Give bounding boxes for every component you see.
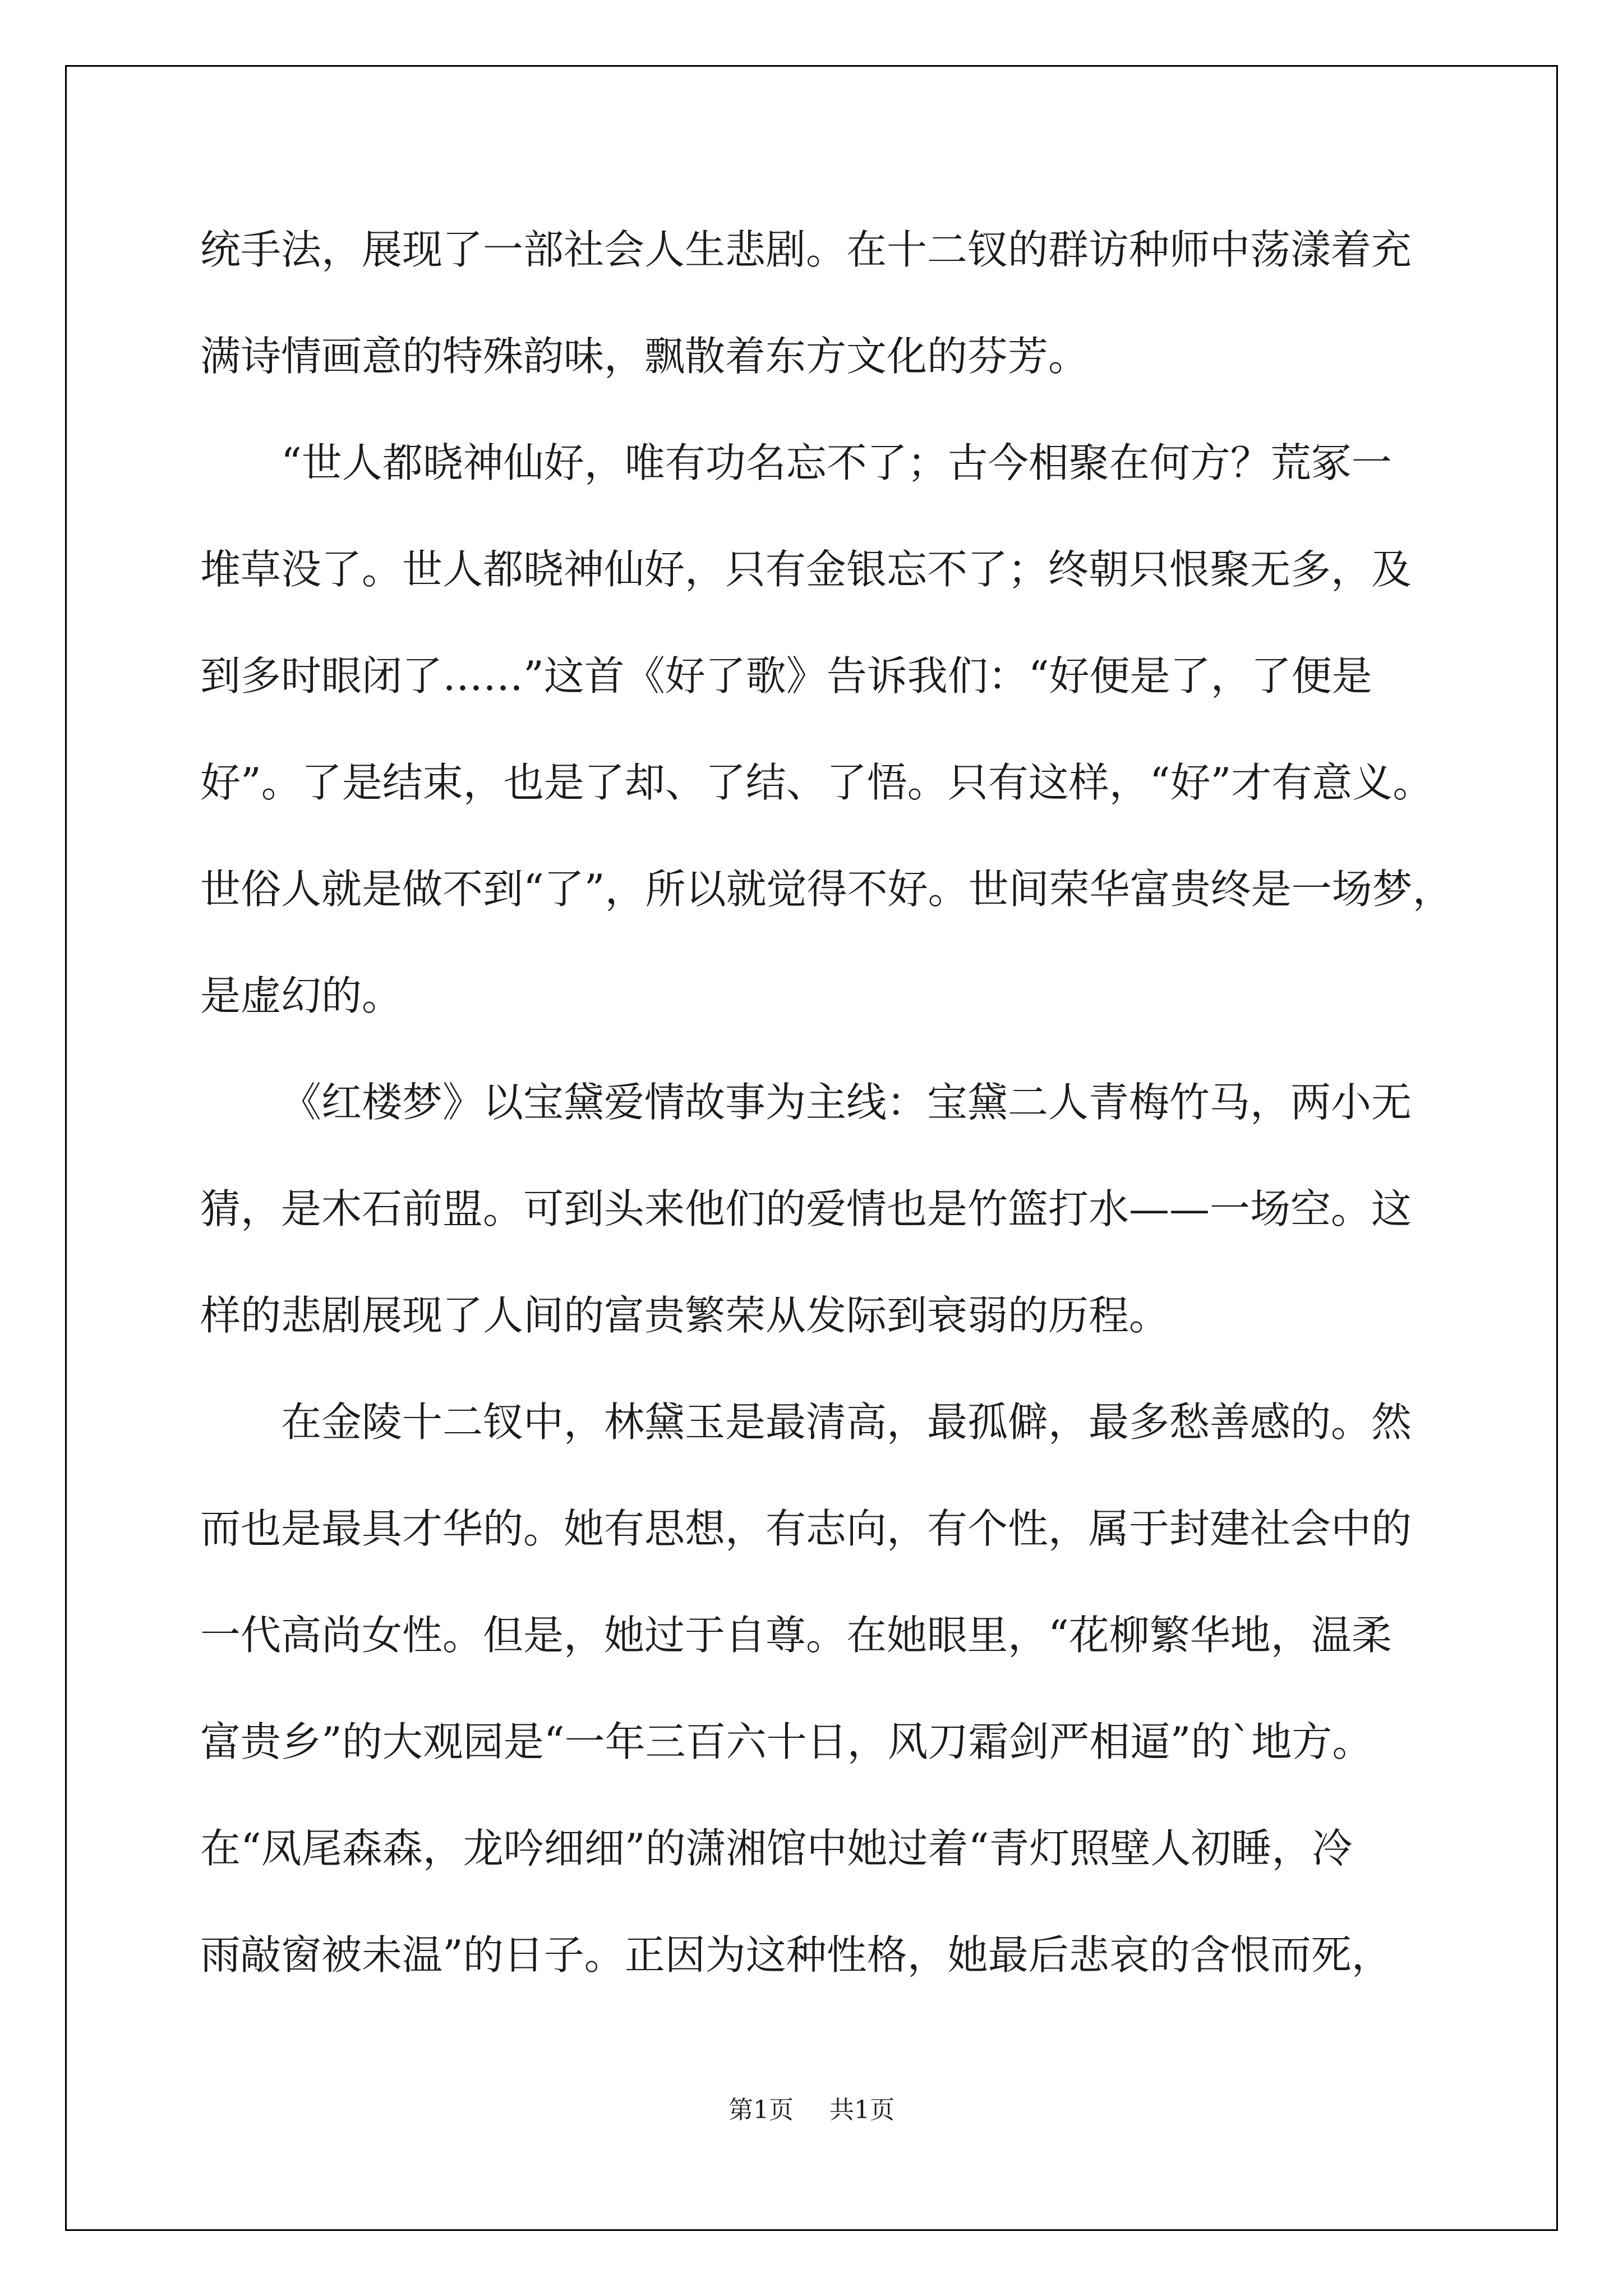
document-body [200,196,1453,2008]
text-line: 统手法，展现了一部社会人生悲剧。在十二钗的群访种师中荡漾着充 [200,226,1412,273]
text-line: 《红楼梦》以宝黛爱情故事为主线：宝黛二人青梅竹马，两小无 [281,1079,1412,1126]
text-line: 是虚幻的。 [200,972,403,1019]
text-line: 雨敲窗被未温”的日子。正因为这种性格，她最后悲哀的含恨而死， [200,1931,1392,1978]
page-footer [0,2090,1623,2125]
text-line: 堆草没了。世人都晓神仙好，只有金银忘不了；终朝只恨聚无多，及 [200,546,1412,593]
page-number-current: 第1页 [728,2096,794,2124]
text-line: 猜，是木石前盟。可到头来他们的爱情也是竹篮打水——一场空。这 [200,1185,1412,1232]
text-line: 在金陵十二钗中，林黛玉是最清高，最孤僻，最多愁善感的。然 [281,1398,1412,1446]
text-line: 好”。了是结束，也是了却、了结、了悟。只有这样，“好”才有意义。 [200,759,1433,806]
text-line: 满诗情画意的特殊韵味，飘散着东方文化的芬芳。 [200,333,1089,380]
text-line: 在“凤尾森森，龙吟细细”的潇湘馆中她过着“青灯照壁人初睡，冷 [200,1825,1353,1872]
text-line: 一代高尚女性。但是，她过于自尊。在她眼里，“花柳繁华地，温柔 [200,1612,1392,1659]
text-line: 世俗人就是做不到“了”，所以就觉得不好。世间荣华富贵终是一场梦， [200,866,1453,913]
page-number-total: 共1页 [829,2096,895,2124]
text-line: 到多时眼闭了……”这首《好了歌》告诉我们：“好便是了，了便是 [200,652,1372,700]
text-line: 而也是最具才华的。她有思想，有志向，有个性，属于封建社会中的 [200,1505,1412,1552]
text-line: 富贵乡”的大观园是“一年三百六十日，风刀霜剑严相逼”的`地方。 [200,1718,1373,1765]
text-line: 样的悲剧展现了人间的富贵繁荣从发际到衰弱的历程。 [200,1292,1170,1339]
text-line: “世人都晓神仙好，唯有功名忘不了；古今相聚在何方？荒冢一 [281,439,1392,486]
